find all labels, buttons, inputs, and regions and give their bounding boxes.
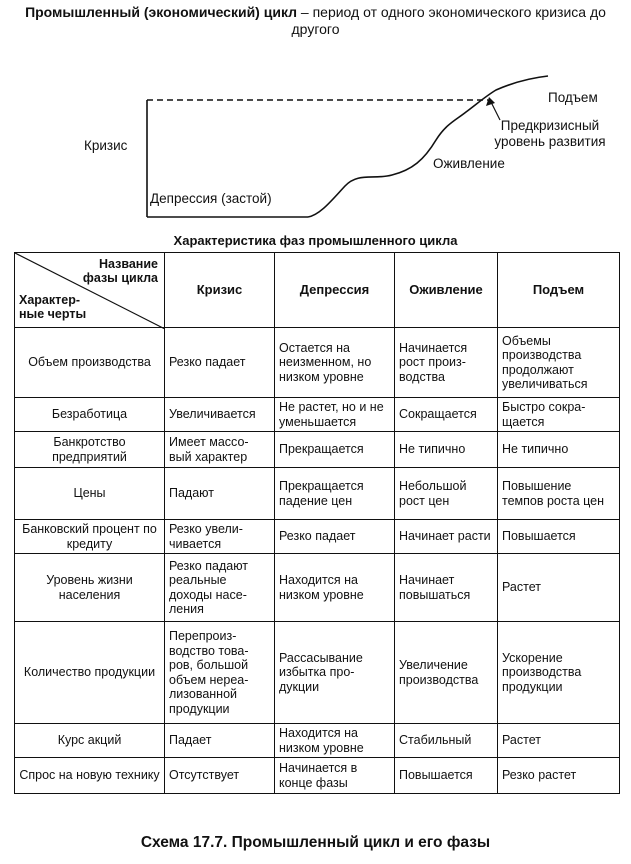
column-header: Кризис: [165, 253, 275, 328]
table-cell: Стабильный: [395, 724, 498, 758]
table-cell: Небольшой рост цен: [395, 468, 498, 520]
table-row: [15, 328, 620, 398]
table-title: Характеристика фаз промышленного цикла: [173, 233, 458, 248]
row-feature: Уровень жизни населения: [15, 554, 165, 622]
table-row: [15, 520, 620, 554]
corner-features: Характер-ные черты: [19, 293, 87, 321]
table-cell: Начинает повышаться: [395, 554, 498, 622]
table-cell: Падает: [165, 724, 275, 758]
table-cell: Имеет массо-вый характер: [165, 432, 275, 468]
table-cell: Падают: [165, 468, 275, 520]
table-row: [15, 432, 620, 468]
label-precrisis: Предкризисный уровень развития: [494, 118, 606, 149]
table-cell: Не типично: [395, 432, 498, 468]
label-boom: Подъем: [548, 90, 598, 105]
table-cell: Резко падают реальные доходы насе-ления: [165, 554, 275, 622]
table-row: [15, 724, 620, 758]
table-cell: Сокращается: [395, 398, 498, 432]
table-cell: Начинается в конце фазы: [275, 758, 395, 794]
table-cell: Начинается рост произ-водства: [395, 328, 498, 398]
table-cell: Резко увели-чивается: [165, 520, 275, 554]
table-cell: Не типично: [498, 432, 620, 468]
label-depression: Депрессия (застой): [150, 191, 272, 206]
table-corner-cell: [15, 253, 165, 328]
table-cell: Повышается: [395, 758, 498, 794]
table-cell: Начинает расти: [395, 520, 498, 554]
table-cell: Повышается: [498, 520, 620, 554]
row-feature: Цены: [15, 468, 165, 520]
table-cell: Отсутствует: [165, 758, 275, 794]
table-row: [15, 758, 620, 794]
row-feature: Банковский процент по кредиту: [15, 520, 165, 554]
row-feature: Безработица: [15, 398, 165, 432]
label-crisis: Кризис: [84, 138, 128, 153]
precrisis-arrow-head: [486, 97, 495, 106]
row-feature: Объем производства: [15, 328, 165, 398]
row-feature: Банкротство предприятий: [15, 432, 165, 468]
table-cell: Рассасывание избытка про-дукции: [275, 622, 395, 724]
table-cell: Объемы производства продолжают увеличиваться: [498, 328, 620, 398]
phase-table: [14, 252, 620, 794]
column-header: Оживление: [395, 253, 498, 328]
table-cell: Не растет, но и не уменьшается: [275, 398, 395, 432]
table-cell: Остается на неизменном, но низком уровне: [275, 328, 395, 398]
table-cell: Резко падает: [275, 520, 395, 554]
table-cell: Перепроиз-водство това-ров, большой объем нереа-лизованной продукции: [165, 622, 275, 724]
table-header-row: [15, 253, 620, 328]
table-cell: Быстро сокра-щается: [498, 398, 620, 432]
row-feature: Спрос на новую технику: [15, 758, 165, 794]
table-cell: Повышение темпов роста цен: [498, 468, 620, 520]
table-row: [15, 622, 620, 724]
table-cell: Ускорение производства продукции: [498, 622, 620, 724]
label-revival: Оживление: [433, 156, 505, 171]
table-cell: Прекращается падение цен: [275, 468, 395, 520]
table-cell: Находится на низком уровне: [275, 724, 395, 758]
column-header: Депрессия: [275, 253, 395, 328]
table-cell: Резко растет: [498, 758, 620, 794]
row-feature: Курс акций: [15, 724, 165, 758]
table-row: [15, 398, 620, 432]
table-cell: Увеличивается: [165, 398, 275, 432]
title-rest: – период от одного экономического кризиса до другого: [291, 4, 606, 37]
table-body: [15, 328, 620, 794]
corner-phase-name: Название фазы цикла: [82, 257, 158, 285]
table-row: [15, 554, 620, 622]
table-cell: Прекращается: [275, 432, 395, 468]
figure-caption: Схема 17.7. Промышленный цикл и его фазы: [140, 834, 491, 851]
table-cell: Увеличение производства: [395, 622, 498, 724]
table-row: [15, 468, 620, 520]
table-cell: Растет: [498, 724, 620, 758]
title-bold: Промышленный (экономический) цикл: [25, 4, 298, 20]
table-cell: Резко падает: [165, 328, 275, 398]
table-cell: Находится на низком уровне: [275, 554, 395, 622]
column-header: Подъем: [498, 253, 620, 328]
row-feature: Количество продукции: [15, 622, 165, 724]
table-cell: Растет: [498, 554, 620, 622]
